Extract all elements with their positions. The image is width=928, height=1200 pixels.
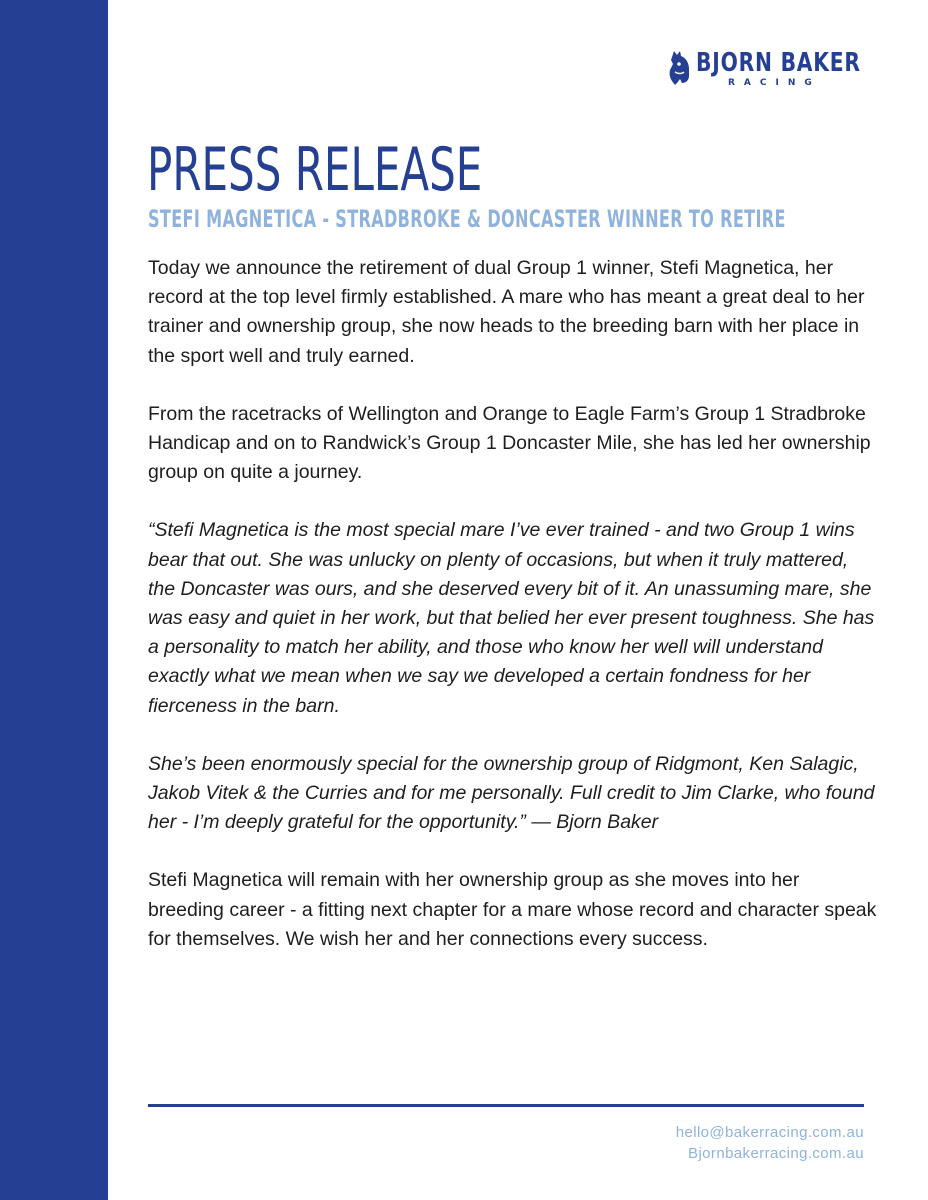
brand-name: BJORN BAKER [696,48,861,78]
contact-block [676,1122,864,1164]
sidebar-stripe [0,0,108,1200]
press-release-body [148,254,878,983]
quote-paragraph-owners: She’s been enormously special for the ownership group of Ridgmont, Ken Salagic, Jakob Vitek & the Curries and for me personally. Full credit to Jim Clarke, who found her - I’m deeply grateful for the opportunity.” — Bjorn Baker [148,752,875,834]
quote-paragraph-trainer: “Stefi Magnetica is the most special mare I’ve ever trained - and two Group 1 wins bear that out. She was unlucky on plenty of occasions, but when it truly mattered, the Doncaster was ours, and she deserved every bit of it. An unassuming mare, she was easy and quiet in her work, but that belied her ever present toughness. She has a personality to match her ability, and those who know her well will understand exactly what we mean when we say we developed a certain fondness for her fierceness in the barn. [148,519,875,717]
brand-sub: RACING [728,78,821,88]
page-title: PRESS RELEASE [147,135,483,205]
paragraph-breeding-career: Stefi Magnetica will remain with her ownership group as she moves into her breeding career - a fitting next chapter for a mare whose record and character speak for themselves. We wish her and her connections every success. [148,869,877,950]
contact-website[interactable]: Bjornbakerracing.com.au [688,1145,864,1162]
footer-divider [148,1104,864,1107]
page-subtitle: STEFI MAGNETICA - STRADBROKE & DONCASTER WINNER TO RETIRE [148,205,786,233]
paragraph-journey: From the racetracks of Wellington and Orange to Eagle Farm’s Group 1 Stradbroke Handicap and on to Randwick’s Group 1 Doncaster Mile, she has led her ownership group on quite a journey. [148,402,871,484]
paragraph-announcement: Today we announce the retirement of dual Group 1 winner, Stefi Magnetica, her record at the top level firmly established. A mare who has meant a great deal to her trainer and ownership group, she now heads to the breeding barn with her place in the sport well and truly earned. [148,257,865,367]
horse-head-icon [668,50,690,86]
contact-email[interactable]: hello@bakerracing.com.au [675,1124,864,1141]
brand-logo [668,48,882,94]
